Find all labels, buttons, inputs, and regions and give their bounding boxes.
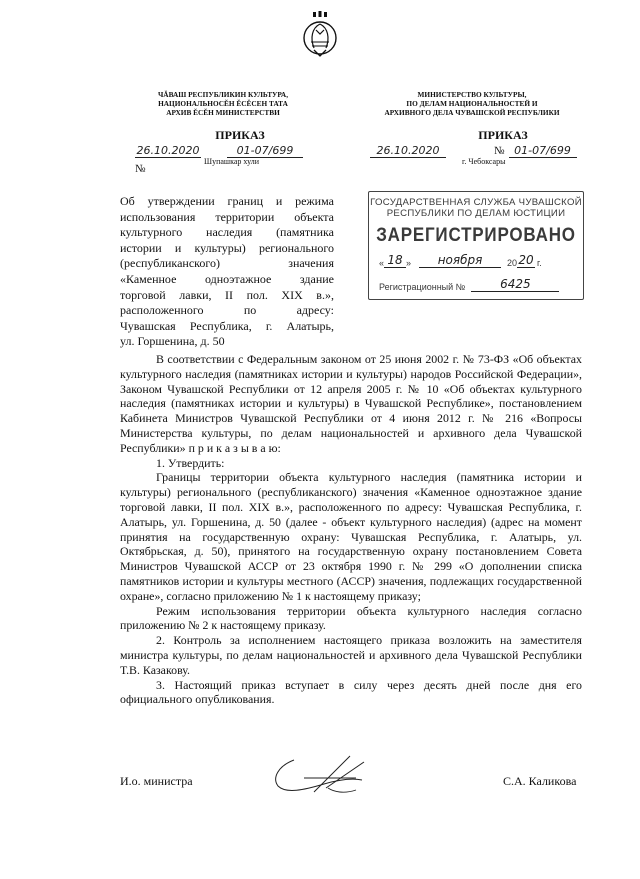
title-word: в.», [316,287,334,302]
title-line [120,272,334,288]
registration-stamp [368,191,584,300]
number-sign-left: № [135,163,146,175]
stamp-quote-close: » [406,258,412,268]
title-word: расположенного [120,303,204,318]
title-line [120,319,334,335]
paragraph-regime: Режим использования территории объекта культурного наследия согласно приложению № 2 к настоящему приказу. [120,603,582,633]
title-word: «Каменное [120,271,177,286]
title-word: культуры) [194,240,246,255]
title-word: культурного [120,225,183,240]
title-word: режима [295,194,334,208]
stamp-registered: ЗАРЕГИСТРИРОВАНО [376,223,576,246]
title-word: использования [120,209,196,224]
title-word: ул. Горшенина, д. 50 [120,334,225,349]
title-word: адресу: [296,303,334,318]
title-word: и [174,240,182,255]
title-word: лавки, [179,287,212,302]
ministry-name-russian: МИНИСТЕРСТВО КУЛЬТУРЫ, ПО ДЕЛАМ НАЦИОНАЛЬНОСТЕЙ И АРХИВНОГО ДЕЛА ЧУВАШСКОЙ РЕСПУБЛИКИ [384,90,560,117]
paragraph-preamble: В соответствии с Федеральным законом от 25 июня 2002 г. № 73-ФЗ «Об объектах культурного наследия (памятниках истории и культуры) народов Российской Федерации», Законом Чувашской Республики от 12 апреля 2005 г. № 10 «Об объектах культурного наследия (памятниках истории и культуры) в Чувашской Республике», постановлением Кабинета Министров Чувашской Республики от 4 июня 2012 г. № 216 «Вопросы Министерства культуры, по делам национальностей и архивного дела Чувашской Республики» п р и к а з ы в а ю: [120,352,582,455]
stamp-org-line2: РЕСПУБЛИКИ ПО ДЕЛАМ ЮСТИЦИИ [386,208,566,219]
title-word: (памятника [276,225,334,240]
title-word: по [243,303,257,318]
title-word: II [225,287,234,302]
handwritten-signature-icon [264,748,374,813]
stamp-date-row [379,253,583,268]
stamp-year-word: г. [537,258,542,268]
title-word: пол. [246,287,268,302]
paragraph-item-3: 3. Настоящий приказ вступает в силу через десять дней после дня его официального опубликования. [120,677,582,707]
stamp-day: 18 [384,253,406,268]
title-word: значения [288,256,334,271]
title-word: границ [227,194,264,208]
title-word: Алатырь, [286,318,334,333]
ministry-name-chuvash: ЧĂВАШ РЕСПУБЛИКИН КУЛЬТУРА, НАЦИОНАЛЬНОСĔН ĔСĔСЕН ТАТА АРХИВ ĔСĔН МИНИСТЕРСТВИ [157,90,289,117]
stamp-reg-row [379,277,583,292]
order-date-right: 26.10.2020 [370,144,446,158]
order-body [120,352,582,707]
title-word: территории [215,209,275,224]
title-word: г. [265,318,273,333]
title-word: одноэтажное [204,271,272,286]
title-word: и [275,194,283,208]
order-date-left: 26.10.2020 [136,144,200,157]
order-title [120,194,334,350]
order-number-right: 01-07/699 [509,144,577,158]
title-word: (республиканского) [120,256,220,271]
stamp-year-suffix: 20 [518,253,534,267]
paragraph-item-1: 1. Утвердить: [156,455,225,470]
title-line [120,194,334,210]
stamp-month: ноября [419,253,501,268]
stamp-reg-number: 6425 [471,277,559,292]
title-line [120,256,334,272]
stamp-quote-open: « [379,258,385,268]
order-number-left: 01-07/699 [227,144,303,158]
title-word: регионального [258,240,334,255]
city-right: г. Чебоксары [462,157,506,166]
signatory-name: С.А. Каликова [503,774,577,788]
stamp-reg-label: Регистрационный № [379,282,466,292]
title-word: торговой [120,287,166,302]
title-line [120,210,334,226]
title-line [120,288,334,304]
order-word-left: ПРИКАЗ [215,128,265,142]
title-word: объекта [294,209,334,224]
title-word: Республика, [189,318,252,333]
title-word: XIX [281,287,303,302]
title-line [120,303,334,319]
stamp-year-prefix: 20 [507,258,518,268]
title-line [120,225,334,241]
title-word: Чувашская [120,318,176,333]
paragraph-boundaries: Границы территории объекта культурного наследия (памятника истории и культуры) регионального (республиканского) значения «Каменное одноэтажное здание торговой лавки, II пол. XIX в.», расположенного по адресу: Чувашская Республика, г. Алатырь, ул. Горшенина, д. 50 (далее - объект культурного наследия) (адрес на момент принятия на государственную охрану: Чувашская Республика, г. Алатырь, ул. Октябрьская, д. 50), принятого на государственную охрану постановлением Совета Министров Чувашской АССР от 23 октября 1990 г. № 299 «О дополнении списка памятников истории и культуры местного (АССР) значения, подлежащих государственной охране», согласно приложению № 1 к настоящему приказу; [120,470,582,603]
number-sign-right: № [494,145,505,157]
title-word: утверждении [147,194,215,208]
stamp-org-line1: ГОСУДАРСТВЕННАЯ СЛУЖБА ЧУВАШСКОЙ [370,197,582,208]
title-word: истории [120,240,162,255]
city-left: Шупашкар хули [204,157,259,166]
order-word-right: ПРИКАЗ [478,128,528,142]
paragraph-item-2: 2. Контроль за исполнением настоящего приказа возложить на заместителя министра культуры, по делам национальностей и архивного дела Чувашской Республики Т.В. Казакову. [120,633,582,677]
title-word: здание [299,271,334,286]
title-line [120,241,334,257]
title-line [120,334,334,350]
chuvash-emblem-icon [300,8,340,64]
title-word: наследия [206,225,253,240]
signatory-title: И.о. министра [120,774,193,788]
title-word: Об [120,194,135,208]
